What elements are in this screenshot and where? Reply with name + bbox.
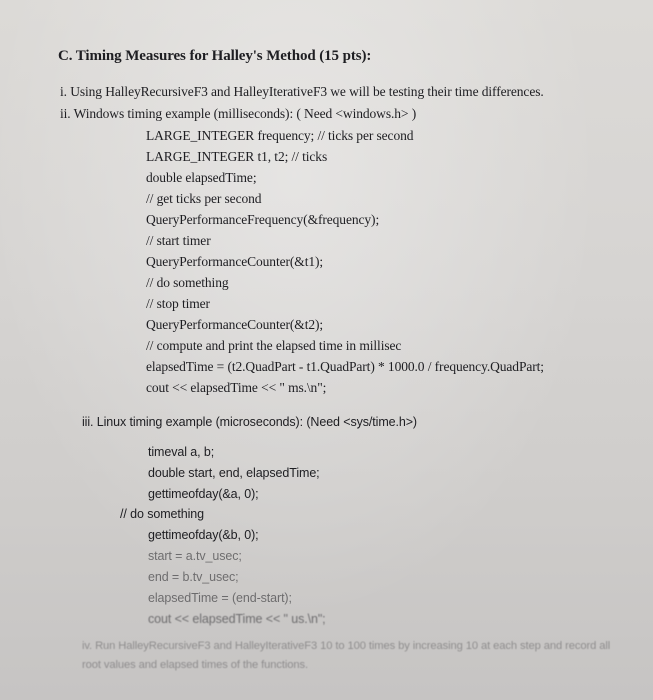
code-line: QueryPerformanceFrequency(&frequency);	[146, 212, 380, 227]
code-line: gettimeofday(&a, 0);	[148, 487, 259, 501]
code-line: LARGE_INTEGER t1, t2; // ticks	[146, 149, 328, 164]
code-line: // do something	[120, 507, 204, 521]
code-line: QueryPerformanceCounter(&t2);	[146, 317, 324, 332]
code-line: double elapsedTime;	[146, 170, 257, 185]
code-line: double start, end, elapsedTime;	[148, 466, 320, 480]
item-iv-line1: iv. Run HalleyRecursiveF3 and HalleyIterativeF3 10 to 100 times by increasing 10 at each step and record all	[82, 640, 611, 652]
code-line: gettimeofday(&b, 0);	[148, 528, 259, 542]
code-line: // get ticks per second	[146, 191, 262, 206]
section-title: C. Timing Measures for Halley's Method (15 pts):	[58, 48, 372, 64]
code-line: // compute and print the elapsed time in millisec	[146, 338, 402, 353]
code-line: // stop timer	[146, 296, 210, 311]
code-line: elapsedTime = (t2.QuadPart - t1.QuadPart) * 1000.0 / frequency.QuadPart;	[146, 359, 544, 374]
code-line: cout << elapsedTime << " us.\n";	[148, 612, 326, 626]
code-line: cout << elapsedTime << " ms.\n";	[146, 380, 327, 395]
code-line: LARGE_INTEGER frequency; // ticks per second	[146, 128, 414, 143]
code-line: start = a.tv_usec;	[148, 549, 242, 563]
code-line: end = b.tv_usec;	[148, 570, 239, 584]
code-line: // do something	[146, 275, 229, 290]
code-line: // start timer	[146, 233, 211, 248]
item-ii: ii. Windows timing example (milliseconds): ( Need <windows.h> )	[60, 106, 417, 121]
code-line: elapsedTime = (end-start);	[148, 591, 292, 605]
code-line: timeval a, b;	[148, 445, 215, 459]
item-iv-line2: root values and elapsed times of the functions.	[82, 659, 309, 671]
item-iii: iii. Linux timing example (microseconds): (Need <sys/time.h>)	[82, 415, 417, 429]
code-line: QueryPerformanceCounter(&t1);	[146, 254, 324, 269]
item-i: i. Using HalleyRecursiveF3 and HalleyIterativeF3 we will be testing their time differences.	[60, 84, 544, 99]
